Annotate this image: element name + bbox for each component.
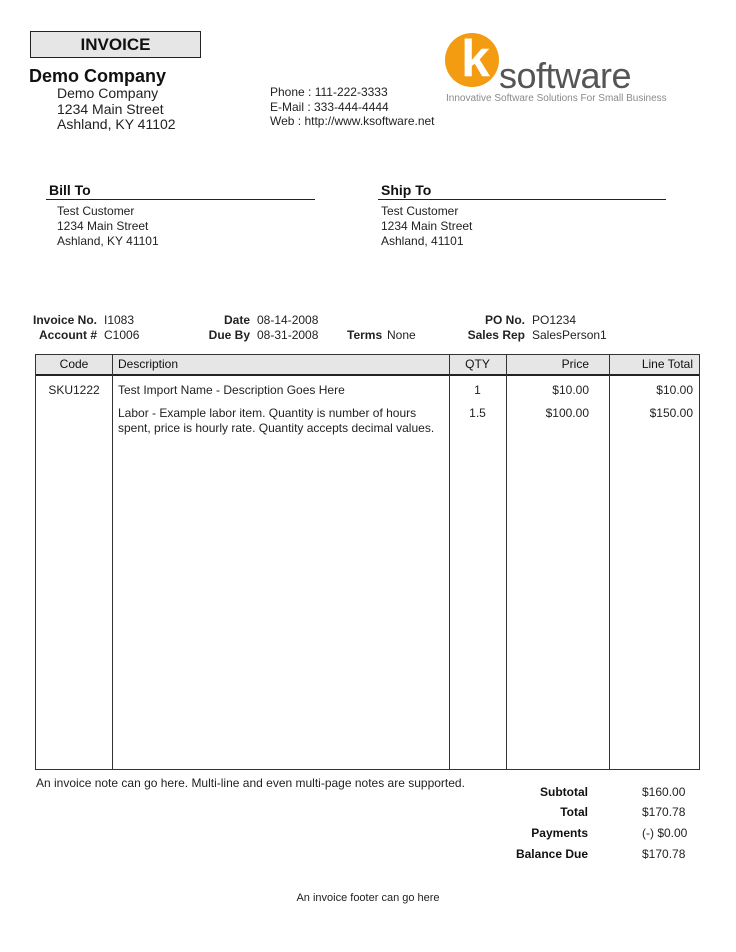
invoice-no-value: I1083 xyxy=(104,313,135,327)
subtotal-value: $160.00 xyxy=(642,785,686,799)
invoice-note: An invoice note can go here. Multi-line and even multi-page notes are supported. xyxy=(36,776,465,790)
due-label: Due By xyxy=(208,328,250,342)
header-qty: QTY xyxy=(465,357,490,371)
po-label: PO No. xyxy=(484,313,525,327)
subtotal-label: Subtotal xyxy=(540,785,588,799)
row-price: $10.00 xyxy=(552,383,589,397)
payments-value: (-) $0.00 xyxy=(642,826,688,840)
column-divider xyxy=(112,355,113,769)
terms-value: None xyxy=(387,328,416,342)
po-value: PO1234 xyxy=(532,313,577,327)
row-qty: 1 xyxy=(474,383,481,397)
ship-to-address xyxy=(381,204,472,249)
company-email: E-Mail : 333-444-4444 xyxy=(270,99,389,114)
date-value: 08-14-2008 xyxy=(257,313,319,327)
ship-to-line: Ashland, 41101 xyxy=(381,234,464,248)
invoice-no-label: Invoice No. xyxy=(32,313,97,327)
logo-letter: k xyxy=(461,30,490,88)
company-address-line: Ashland, KY 41102 xyxy=(57,116,176,132)
bill-to-line: Ashland, KY 41101 xyxy=(57,234,159,248)
logo-tagline: Innovative Software Solutions For Small Business xyxy=(446,93,667,104)
row-line-total: $10.00 xyxy=(656,383,693,397)
company-address-line: Demo Company xyxy=(57,85,159,101)
line-items-table xyxy=(35,354,700,770)
company-logo xyxy=(445,30,667,108)
header-description: Description xyxy=(118,357,179,371)
payments-label: Payments xyxy=(531,826,588,840)
balance-due-value: $170.78 xyxy=(642,847,686,861)
company-phone: Phone : 111-222-3333 xyxy=(270,85,388,99)
bill-to-heading: Bill To xyxy=(46,182,315,200)
ship-to-line: Test Customer xyxy=(381,204,459,218)
sales-rep-label: Sales Rep xyxy=(467,328,525,342)
company-web: Web : http://www.ksoftware.net xyxy=(270,114,435,128)
totals-block xyxy=(0,785,736,865)
invoice-title: INVOICE xyxy=(30,31,201,58)
row-description: Labor - Example labor item. Quantity is number of hours spent, price is hourly rate. Quantity accepts decimal values. xyxy=(118,406,435,435)
header-price: Price xyxy=(561,357,589,371)
total-value: $170.78 xyxy=(642,805,686,819)
ship-to-heading: Ship To xyxy=(378,182,666,200)
row-description: Test Import Name - Description Goes Here xyxy=(118,383,345,397)
company-address xyxy=(57,86,176,133)
bill-to-line: 1234 Main Street xyxy=(57,219,149,233)
row-qty: 1.5 xyxy=(469,406,486,420)
invoice-meta xyxy=(0,313,736,345)
row-line-total: $150.00 xyxy=(649,406,693,420)
bill-to-address xyxy=(57,204,159,249)
due-value: 08-31-2008 xyxy=(257,328,319,342)
company-contact xyxy=(270,85,435,129)
company-address-line: 1234 Main Street xyxy=(57,100,164,117)
header-code: Code xyxy=(59,357,89,371)
balance-due-label: Balance Due xyxy=(515,847,588,861)
row-price: $100.00 xyxy=(545,406,589,420)
total-label: Total xyxy=(560,805,588,819)
bill-to-line: Test Customer xyxy=(57,204,135,218)
ship-to-line: 1234 Main Street xyxy=(381,219,473,233)
terms-label: Terms xyxy=(347,328,383,342)
logo-word: software xyxy=(499,55,632,96)
header-line-total: Line Total xyxy=(641,357,693,371)
account-value: C1006 xyxy=(104,328,140,342)
row-code: SKU1222 xyxy=(48,383,100,397)
account-label: Account # xyxy=(38,328,97,342)
date-label: Date xyxy=(223,313,250,327)
sales-rep-value: SalesPerson1 xyxy=(532,328,607,342)
company-name: Demo Company xyxy=(29,66,167,86)
invoice-footer: An invoice footer can go here xyxy=(296,892,440,904)
